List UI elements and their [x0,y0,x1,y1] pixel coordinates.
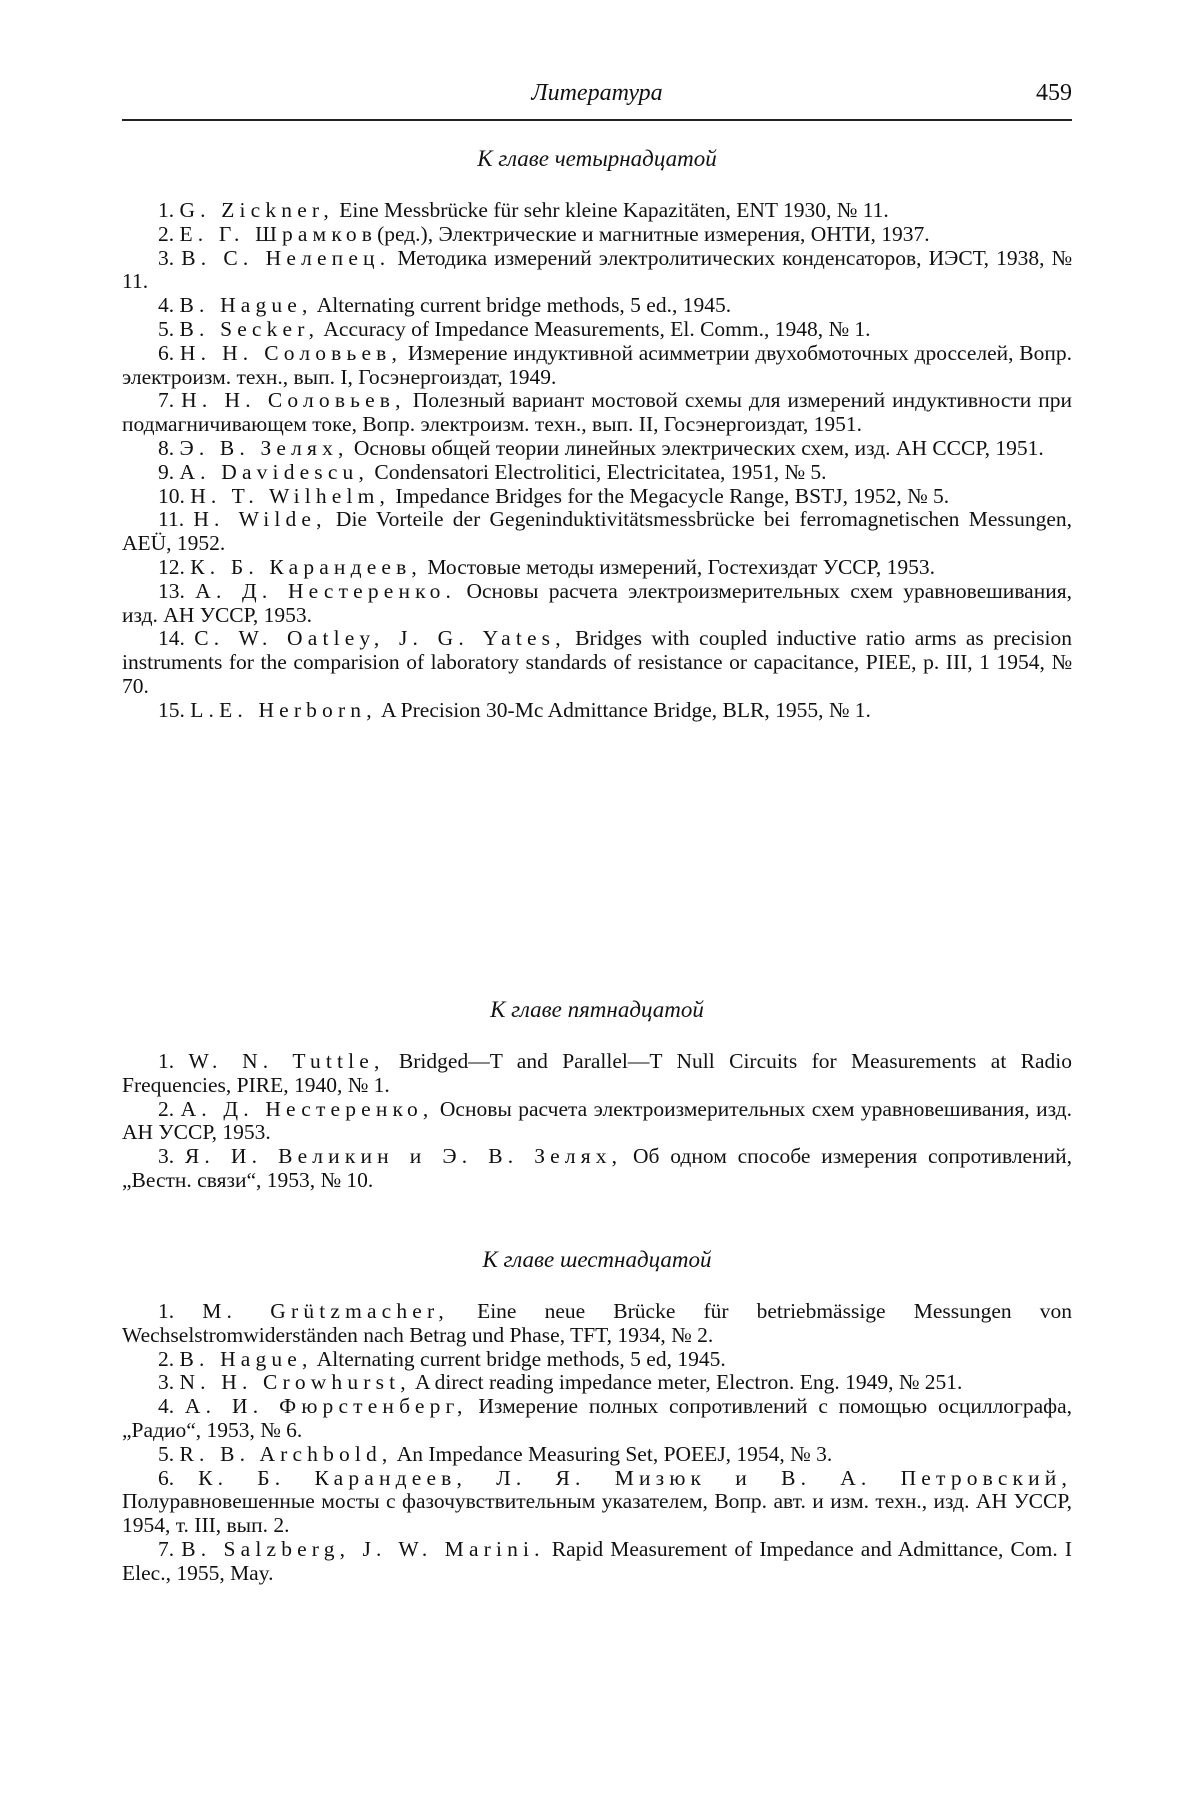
reference-list [122,1300,1072,1586]
running-title: Литература [122,80,1072,107]
reference-item: 13. А. Д. Нестеренко. Основы расчета электроизмерительных схем уравновешивания, изд. АН УССР, 1953. [122,580,1072,628]
reference-item: 4. А. И. Фюрстенберг, Измерение полных сопротивлений с помощью осциллографа, „Радио“, 1953, № 6. [122,1395,1072,1443]
reference-item: 3. N. H. Crowhurst, A direct reading impedance meter, Electron. Eng. 1949, № 251. [122,1371,1072,1395]
section-chapter-16 [122,1247,1072,1586]
reference-list [122,199,1072,723]
reference-item: 14. C. W. Oatley, J. G. Yates, Bridges with coupled inductive ratio arms as precision instruments for the comparision of laboratory standards of resistance or capacitance, PIEE, p. III, 1 1954, № 70. [122,627,1072,698]
reference-item: 10. H. T. Wilhelm, Impedance Bridges for the Megacycle Range, BSTJ, 1952, № 5. [122,485,1072,509]
reference-item: 7. B. Salzberg, J. W. Marini. Rapid Measurement of Impedance and Admittance, Com. I Elec., 1955, May. [122,1538,1072,1586]
section-heading: К главе шестнадцатой [122,1247,1072,1273]
page-header [122,80,1072,114]
reference-item: 9. A. Davidescu, Condensatori Electrolitici, Electricitatea, 1951, № 5. [122,461,1072,485]
section-chapter-15 [122,997,1072,1193]
reference-item: 7. Н. Н. Соловьев, Полезный вариант мостовой схемы для измерений индуктивности при подмагничивающем токе, Вопр. электроизм. техн., вып. II, Госэнергоиздат, 1951. [122,389,1072,437]
section-heading: К главе пятнадцатой [122,997,1072,1023]
reference-item: 2. B. Hague, Alternating current bridge methods, 5 ed, 1945. [122,1348,1072,1372]
page-number: 459 [1036,80,1072,107]
book-page [0,0,1200,1800]
header-rule [122,119,1072,121]
reference-item: 6. К. Б. Карандеев, Л. Я. Мизюк и В. А. Петровский, Полуравновешенные мосты с фазочувствительным указателем, Вопр. авт. и изм. техн., изд. АН УССР, 1954, т. III, вып. 2. [122,1467,1072,1538]
reference-item: 2. Е. Г. Шрамков(ред.), Электрические и магнитные измерения, ОНТИ, 1937. [122,223,1072,247]
section-heading: К главе четырнадцатой [122,146,1072,172]
reference-item: 3. Я. И. Великин и Э. В. Зелях, Об одном способе измерения сопротивлений, „Вестн. связи“, 1953, № 10. [122,1145,1072,1193]
reference-item: 12. К. Б. Карандеев, Мостовые методы измерений, Гостехиздат УССР, 1953. [122,556,1072,580]
reference-item: 1. W. N. Tuttle, Bridged—T and Parallel—T Null Circuits for Measurements at Radio Frequencies, PIRE, 1940, № 1. [122,1050,1072,1098]
reference-list [122,1050,1072,1193]
reference-item: 1. M. Grützmacher, Eine neue Brücke für betriebmässige Messungen von Wechselstromwiderständen nach Betrag und Phase, TFT, 1934, № 2. [122,1300,1072,1348]
section-chapter-14 [122,146,1072,723]
reference-item: 8. Э. В. Зелях, Основы общей теории линейных электрических схем, изд. АН СССР, 1951. [122,437,1072,461]
reference-item: 5. B. Secker, Accuracy of Impedance Measurements, El. Comm., 1948, № 1. [122,318,1072,342]
reference-item: 2. А. Д. Нестеренко, Основы расчета электроизмерительных схем уравновешивания, изд. АН УССР, 1953. [122,1098,1072,1146]
reference-item: 1. G. Zickner, Eine Messbrücke für sehr kleine Kapazitäten, ENT 1930, № 11. [122,199,1072,223]
reference-item: 11. H. Wilde, Die Vorteile der Gegeninduktivitätsmessbrücke bei ferromagnetischen Messungen, AEÜ, 1952. [122,508,1072,556]
reference-item: 5. R. B. Archbold, An Impedance Measuring Set, POEEJ, 1954, № 3. [122,1443,1072,1467]
reference-item: 6. Н. Н. Соловьев, Измерение индуктивной асимметрии двухобмоточных дросселей, Вопр. электроизм. техн., вып. I, Госэнергоиздат, 1949. [122,342,1072,390]
reference-item: 4. B. Hague, Alternating current bridge methods, 5 ed., 1945. [122,294,1072,318]
reference-item: 15. L.E. Herborn, A Precision 30-Mc Admittance Bridge, BLR, 1955, № 1. [122,699,1072,723]
reference-item: 3. В. С. Нелепец. Методика измерений электролитических конденсаторов, ИЭСТ, 1938, № 11. [122,247,1072,295]
